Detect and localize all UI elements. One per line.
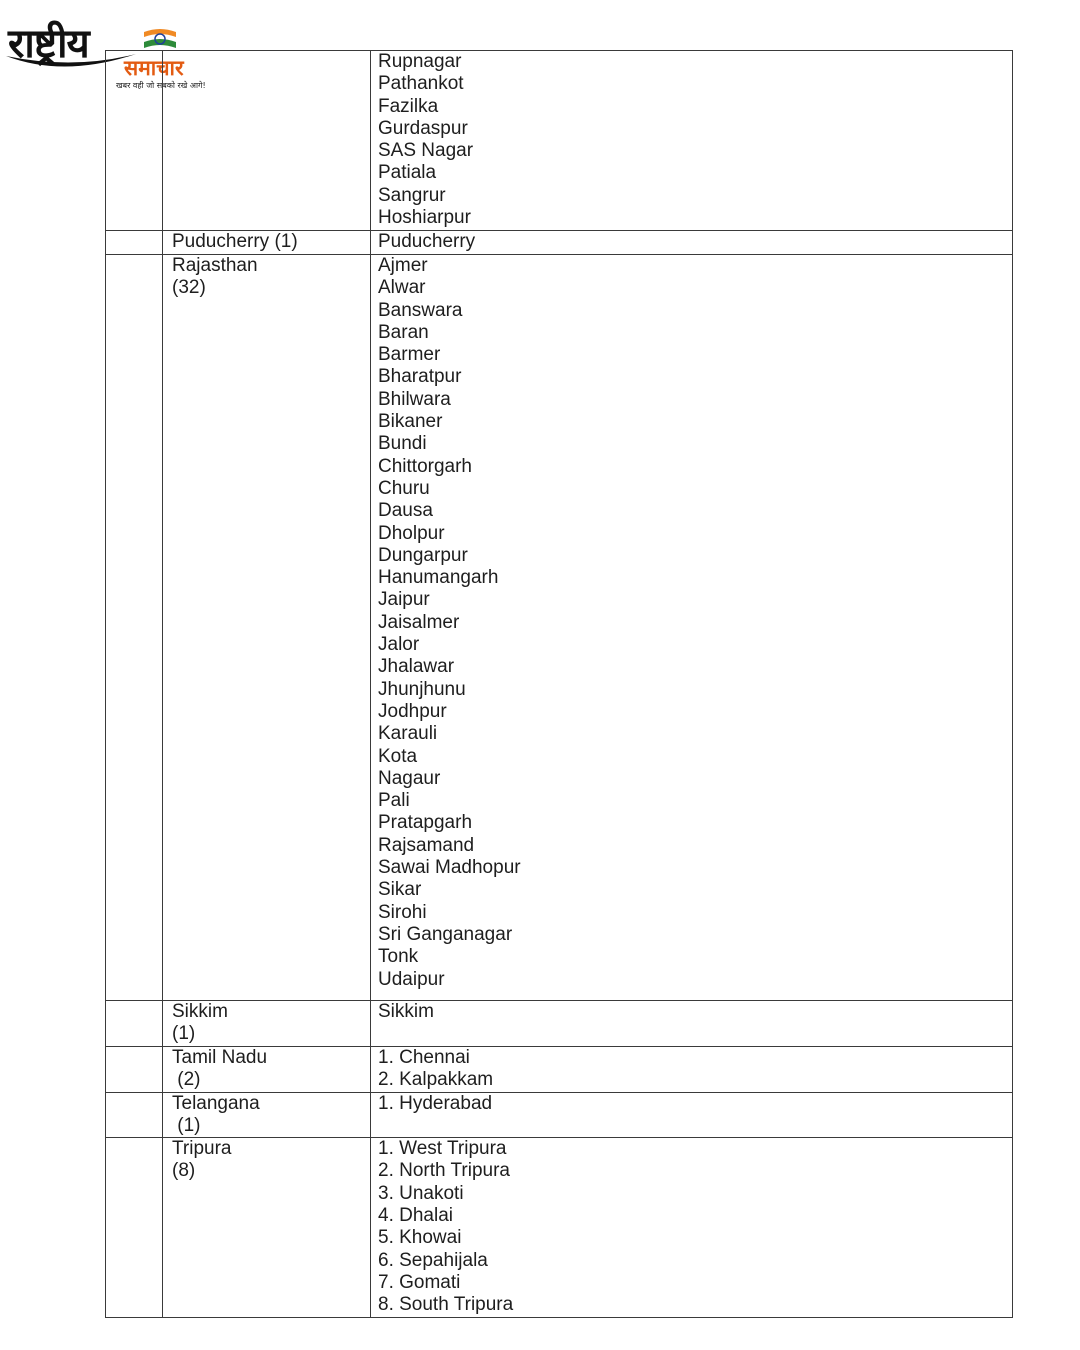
- serial-cell: [106, 1001, 163, 1047]
- district-name: Ajmer: [378, 255, 428, 276]
- district-name: Dungarpur: [378, 544, 468, 566]
- district-name: Rajsamand: [378, 834, 475, 856]
- district-name: Sawai Madhopur: [378, 857, 521, 879]
- district-name: Bundi: [378, 433, 427, 455]
- district-name: Sangrur: [378, 184, 446, 206]
- district-name: Chittorgarh: [378, 455, 472, 477]
- district-cell: [371, 1138, 1013, 1317]
- state-cell: [163, 1001, 371, 1047]
- district-name: Karauli: [378, 723, 438, 745]
- district-name: 1. Hyderabad: [378, 1092, 493, 1114]
- table-row: [106, 51, 1013, 231]
- district-name: Udaipur: [378, 968, 445, 990]
- district-name: Pratapgarh: [378, 812, 473, 834]
- district-name: 3. Unakoti: [378, 1182, 464, 1204]
- district-name: Bharatpur: [378, 366, 462, 388]
- state-cell: [163, 231, 371, 255]
- district-name: 5. Khowai: [378, 1227, 462, 1249]
- state-label: (1): [172, 1114, 201, 1136]
- state-label: Puducherry (1): [172, 231, 298, 252]
- district-cell: [371, 1001, 1013, 1047]
- serial-cell: [106, 1092, 163, 1138]
- district-name: Bhilwara: [378, 388, 451, 410]
- serial-cell: [106, 1138, 163, 1317]
- district-name: Bikaner: [378, 411, 443, 433]
- district-name: 7. Gomati: [378, 1271, 461, 1293]
- district-name: 6. Sepahijala: [378, 1249, 488, 1271]
- district-name: Banswara: [378, 299, 463, 321]
- table-row: [106, 1138, 1013, 1317]
- district-name: Kota: [378, 745, 418, 767]
- state-label: Tamil Nadu: [172, 1047, 268, 1068]
- district-name: Hoshiarpur: [378, 207, 471, 229]
- district-name: Tonk: [378, 946, 419, 968]
- state-cell: [163, 51, 371, 231]
- district-name: 1. Chennai: [378, 1047, 470, 1068]
- district-name: Pali: [378, 790, 410, 812]
- district-cell: [371, 1092, 1013, 1138]
- state-label: (32): [172, 277, 206, 299]
- district-name: Jhalawar: [378, 656, 455, 678]
- district-name: 1. West Tripura: [378, 1138, 507, 1160]
- district-name: Patiala: [378, 162, 437, 184]
- serial-cell: [106, 255, 163, 1001]
- district-name: 4. Dhalai: [378, 1205, 453, 1227]
- state-label: Rajasthan: [172, 255, 258, 276]
- state-label: (2): [172, 1069, 201, 1091]
- district-name: Hanumangarh: [378, 567, 499, 589]
- district-name: 8. South Tripura: [378, 1294, 514, 1316]
- district-cell: [371, 51, 1013, 231]
- state-cell: [163, 1138, 371, 1317]
- district-name: Gurdaspur: [378, 117, 468, 139]
- district-name: Pathankot: [378, 73, 464, 95]
- district-cell: [371, 1047, 1013, 1093]
- district-name: Dholpur: [378, 522, 445, 544]
- district-name: Jaisalmer: [378, 611, 460, 633]
- district-name: Dausa: [378, 500, 433, 522]
- district-name: SAS Nagar: [378, 140, 474, 162]
- district-name: 2. North Tripura: [378, 1160, 510, 1182]
- district-cell: [371, 255, 1013, 1001]
- district-name: Jhunjhunu: [378, 678, 466, 700]
- logo-title: राष्ट्रीय: [8, 21, 89, 67]
- state-label: Sikkim: [172, 1001, 228, 1022]
- logo-subtitle: समाचार: [124, 56, 184, 80]
- district-name: Alwar: [378, 277, 426, 299]
- district-table: [105, 50, 1013, 1318]
- district-name: Nagaur: [378, 767, 441, 789]
- district-name: Baran: [378, 321, 429, 343]
- logo-tagline: खबर वही जो सबको रखे आगे!: [116, 81, 206, 90]
- table-row: [106, 1001, 1013, 1047]
- district-name: Sikkim: [378, 1001, 434, 1022]
- table-row: [106, 1047, 1013, 1093]
- state-label: Telangana: [172, 1092, 260, 1114]
- district-name: Jalor: [378, 634, 420, 656]
- serial-cell: [106, 51, 163, 231]
- table-row: [106, 1092, 1013, 1138]
- state-cell: [163, 255, 371, 1001]
- district-name: Puducherry: [378, 231, 476, 252]
- state-label: Tripura: [172, 1138, 232, 1160]
- district-name: Rupnagar: [378, 51, 462, 72]
- district-name: Sirohi: [378, 901, 427, 923]
- district-name: Churu: [378, 477, 430, 499]
- table-row: [106, 255, 1013, 1001]
- serial-cell: [106, 231, 163, 255]
- state-cell: [163, 1047, 371, 1093]
- serial-cell: [106, 1047, 163, 1093]
- district-name: Fazilka: [378, 95, 439, 117]
- state-cell: [163, 1092, 371, 1138]
- district-cell: [371, 231, 1013, 255]
- district-name: Barmer: [378, 344, 441, 366]
- district-name: Jodhpur: [378, 700, 447, 722]
- district-name: Sikar: [378, 879, 422, 901]
- table-row: [106, 231, 1013, 255]
- state-label: (8): [172, 1160, 196, 1182]
- state-label: (1): [172, 1023, 196, 1045]
- district-name: 2. Kalpakkam: [378, 1069, 494, 1091]
- district-name: Sri Ganganagar: [378, 923, 513, 945]
- district-name: Jaipur: [378, 589, 430, 611]
